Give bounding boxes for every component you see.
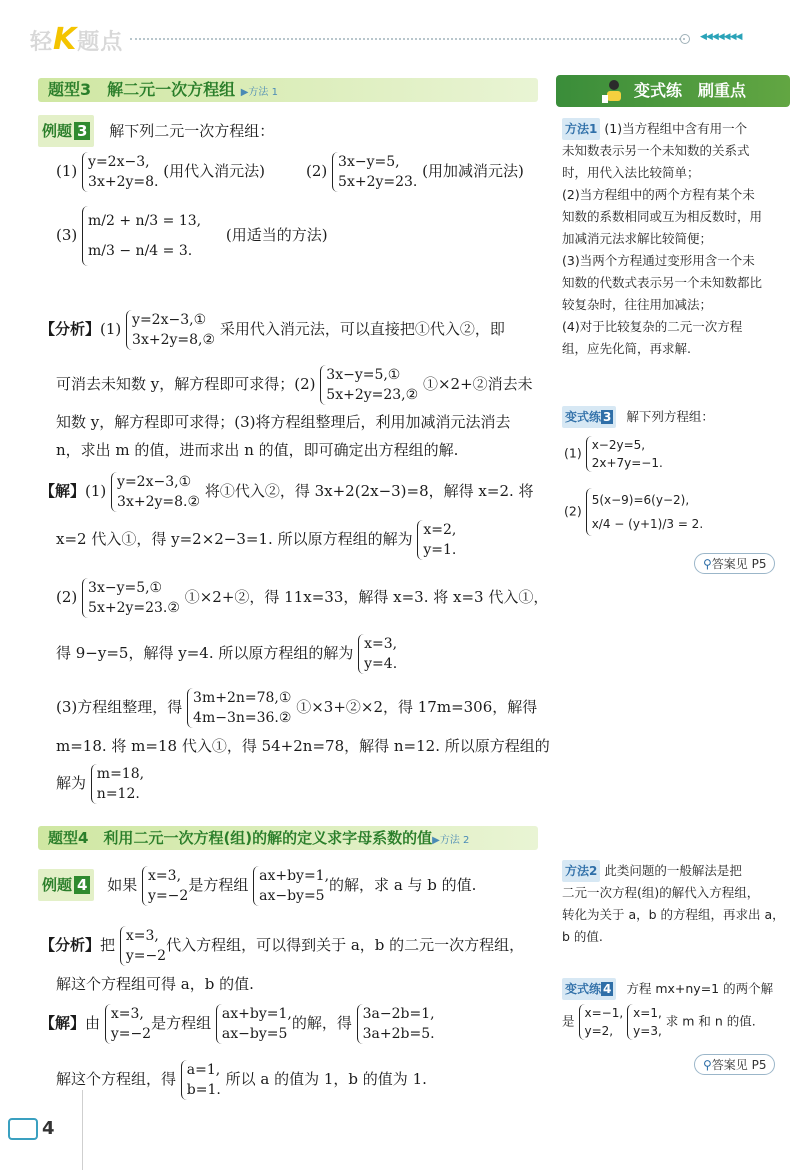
practice-4-line-2: 是 x=−1, y=2, x=1, y=3, 求 m 和 n 的值. [562, 1006, 756, 1038]
equation-system: 3a−2b=1, 3a+2b=5. [357, 1004, 435, 1044]
method-1-line: (2)当方程组中的两个方程有某个未 [562, 187, 755, 202]
section-3-title-bar [38, 78, 538, 102]
method-1-tag: 方法1 [562, 118, 600, 140]
practice-3-part-1: (1) x−2y=5, 2x+7y=−1. [564, 438, 663, 470]
equation-system: 5(x−9)=6(y−2), x/4 − (y+1)/3 = 2. [586, 488, 703, 536]
equation-system: ax+by=1, ax−by=5 [253, 866, 329, 906]
example-3-solution-line-1: 【解】(1) y=2x−3,① 3x+2y=8.② 将①代入②，得 3x+2(2x−3)=8，解得 x=2. 将 [40, 474, 534, 510]
page-number: 4 [8, 1118, 55, 1140]
example-3-part-3: (3) m/2 + n/3 = 13, m/3 − n/4 = 3. (用适当的方法) [56, 206, 328, 266]
section-3-title: 题型3 解二元一次方程组 [48, 80, 236, 99]
example-3-solution-line-3: (2) 3x−y=5,① 5x+2y=23.② ①×2+②，得 11x=33，解得 x=3. 将 x=3 代入①， [56, 580, 549, 616]
example-3-solution-line-2: x=2 代入①，得 y=2×2−3=1. 所以原方程组的解为 x=2, y=1. [56, 522, 457, 558]
example-4-analysis-line-1: 【分析】把 x=3, y=−2 代入方程组，可以得到关于 a，b 的二元一次方程组， [40, 928, 525, 964]
student-icon [600, 79, 628, 105]
equation-system: m/2 + n/3 = 13, m/3 − n/4 = 3. [82, 206, 201, 266]
answer-link-p5[interactable]: ⚲答案见 P5 [694, 553, 775, 574]
example-3-solution-line-6: m=18. 将 m=18 代入①，得 54+2n=78，解得 n=12. 所以原方程组的 [56, 737, 550, 755]
example-4-analysis-line-2: 解这个方程组可得 a，b 的值. [56, 975, 254, 993]
equation-system: x=3, y=−2 [142, 866, 188, 906]
header-arrows-icon: ◀◀◀◀◀◀◀ [700, 32, 742, 42]
example-3-part-1: (1) y=2x−3, 3x+2y=8. (用代入消元法) [56, 154, 265, 190]
method-1-line: 知数的代数式表示另一个未知数都比 [562, 275, 763, 290]
practice-3: 变式练 3 解下列方程组： [562, 406, 792, 428]
method-1-note [562, 118, 792, 360]
equation-system: y=2x−3, 3x+2y=8. [82, 152, 158, 192]
example-3-solution-line-7: 解为 m=18, n=12. [56, 766, 145, 802]
practice-4: 变式练 4 方程 mx+ny=1 的两个解 [562, 978, 792, 1000]
example-4-solution-line-1: 【解】由 x=3, y=−2 是方程组 ax+by=1, ax−by=5 的解，得 3a−2b=1, 3a+2b=5. [40, 1006, 435, 1042]
equation-system: x−2y=5, 2x+7y=−1. [586, 436, 663, 472]
method-2-line: 转化为关于 a，b 的方程组，再求出 a， [562, 907, 785, 922]
ruler-compass-icon [8, 1118, 38, 1140]
practice-header: 变式练 刷重点 [556, 75, 790, 107]
method-2-tag: 方法2 [562, 860, 600, 882]
method-1-line: (4)对于比较复杂的二元一次方程 [562, 319, 743, 334]
example-3-analysis-line-2: 可消去未知数 y，解方程即可求得；(2) 3x−y=5,① 5x+2y=23,② ①×2+②消去未 [56, 367, 533, 403]
example-3-solution-line-4: 得 9−y=5，解得 y=4. 所以原方程组的解为 x=3, y=4. [56, 636, 398, 672]
example-4-tag: 例题 4 [38, 869, 94, 901]
practice-3-part-2: (2) 5(x−9)=6(y−2), x/4 − (y+1)/3 = 2. [564, 488, 703, 536]
answer-pin-icon: ⚲ [703, 557, 712, 571]
equation-system: a=1, b=1. [181, 1060, 221, 1100]
method-2-line: b 的值. [562, 929, 603, 944]
method-2-line: 二元一次方程(组)的解代入方程组， [562, 885, 760, 900]
equation-system: x=3, y=−2 [120, 926, 166, 966]
equation-system: x=−1, y=2, [579, 1004, 624, 1040]
brand-logo: 轻K题点 [30, 22, 124, 57]
equation-system: x=1, y=3, [627, 1004, 662, 1040]
method-1-line: 未知数表示另一个未知数的关系式 [562, 143, 750, 158]
equation-system: m=18, n=12. [91, 764, 144, 804]
header-rule-end [680, 34, 690, 44]
example-3-heading [38, 115, 274, 147]
header-dotted-rule [130, 38, 685, 40]
equation-system: x=3, y=4. [358, 634, 397, 674]
example-3-analysis-line-3: 知数 y，解方程即可求得；(3)将方程组整理后，利用加减消元法消去 [56, 413, 511, 431]
method-1-line: 知数的系数相同或互为相反数时，用 [562, 209, 763, 224]
method-1-line: 时，用代入法比较简单； [562, 165, 700, 180]
method-1-line: 较复杂时，往往用加减法； [562, 297, 713, 312]
equation-system: 3x−y=5,① 5x+2y=23,② [320, 365, 418, 405]
method-1-line: (3)当两个方程通过变形用含一个未 [562, 253, 755, 268]
section-3-method-link[interactable]: ▶方法 1 [240, 87, 278, 98]
equation-system: y=2x−3,① 3x+2y=8,② [126, 310, 215, 350]
equation-system: x=3, y=−2 [105, 1004, 151, 1044]
practice-4-tag: 变式练 4 [562, 978, 616, 1000]
answer-link-p5-2[interactable]: ⚲答案见 P5 [694, 1054, 775, 1075]
example-3-analysis-line-4: n，求出 m 的值，进而求出 n 的值，即可确定出方程组的解. [56, 441, 459, 459]
example-3-solution-line-5: (3)方程组整理，得 3m+2n=78,① 4m−3n=36.② ①×3+②×2，得 17m=306，解得 [56, 690, 538, 726]
method-1-line: 组，应先化简，再求解. [562, 341, 691, 356]
equation-system: y=2x−3,① 3x+2y=8.② [111, 472, 200, 512]
example-3-part-2: (2) 3x−y=5, 5x+2y=23. (用加减消元法) [306, 154, 524, 190]
example-3-prompt: 解下列二元一次方程组： [109, 122, 275, 140]
example-4-question: 例题 4 如果 x=3, y=−2 是方程组 ax+by=1, ax−by=5 的解，求 a 与 b 的值. [38, 866, 476, 906]
method-1-line: 加减消元法求解比较简便； [562, 231, 713, 246]
example-3-tag: 例题 3 [38, 115, 94, 147]
method-2-line: 此类问题的一般解法是把 [604, 863, 742, 878]
equation-system: 3m+2n=78,① 4m−3n=36.② [187, 688, 291, 728]
equation-system: ax+by=1, ax−by=5 [216, 1004, 292, 1044]
example-3-analysis-line-1: 【分析】(1) y=2x−3,① 3x+2y=8,② 采用代入消元法，可以直接把①代入②，即 [40, 312, 505, 348]
equation-system: 3x−y=5,① 5x+2y=23.② [82, 578, 180, 618]
section-4-title-bar [38, 826, 538, 850]
margin-rule [82, 1090, 83, 1170]
method-2-note [562, 860, 792, 948]
section-4-method-link[interactable]: ▶方法 2 [432, 835, 470, 846]
equation-system: x=2, y=1. [417, 520, 456, 560]
example-4-solution-line-2: 解这个方程组，得 a=1, b=1. 所以 a 的值为 1，b 的值为 1. [56, 1062, 427, 1098]
answer-pin-icon: ⚲ [703, 1058, 712, 1072]
equation-system: 3x−y=5, 5x+2y=23. [332, 152, 417, 192]
method-1-line: (1)当方程组中含有用一个 [604, 121, 748, 136]
section-4-title: 题型4 利用二元一次方程(组)的解的定义求字母系数的值 [48, 829, 433, 847]
practice-3-tag: 变式练 3 [562, 406, 616, 428]
